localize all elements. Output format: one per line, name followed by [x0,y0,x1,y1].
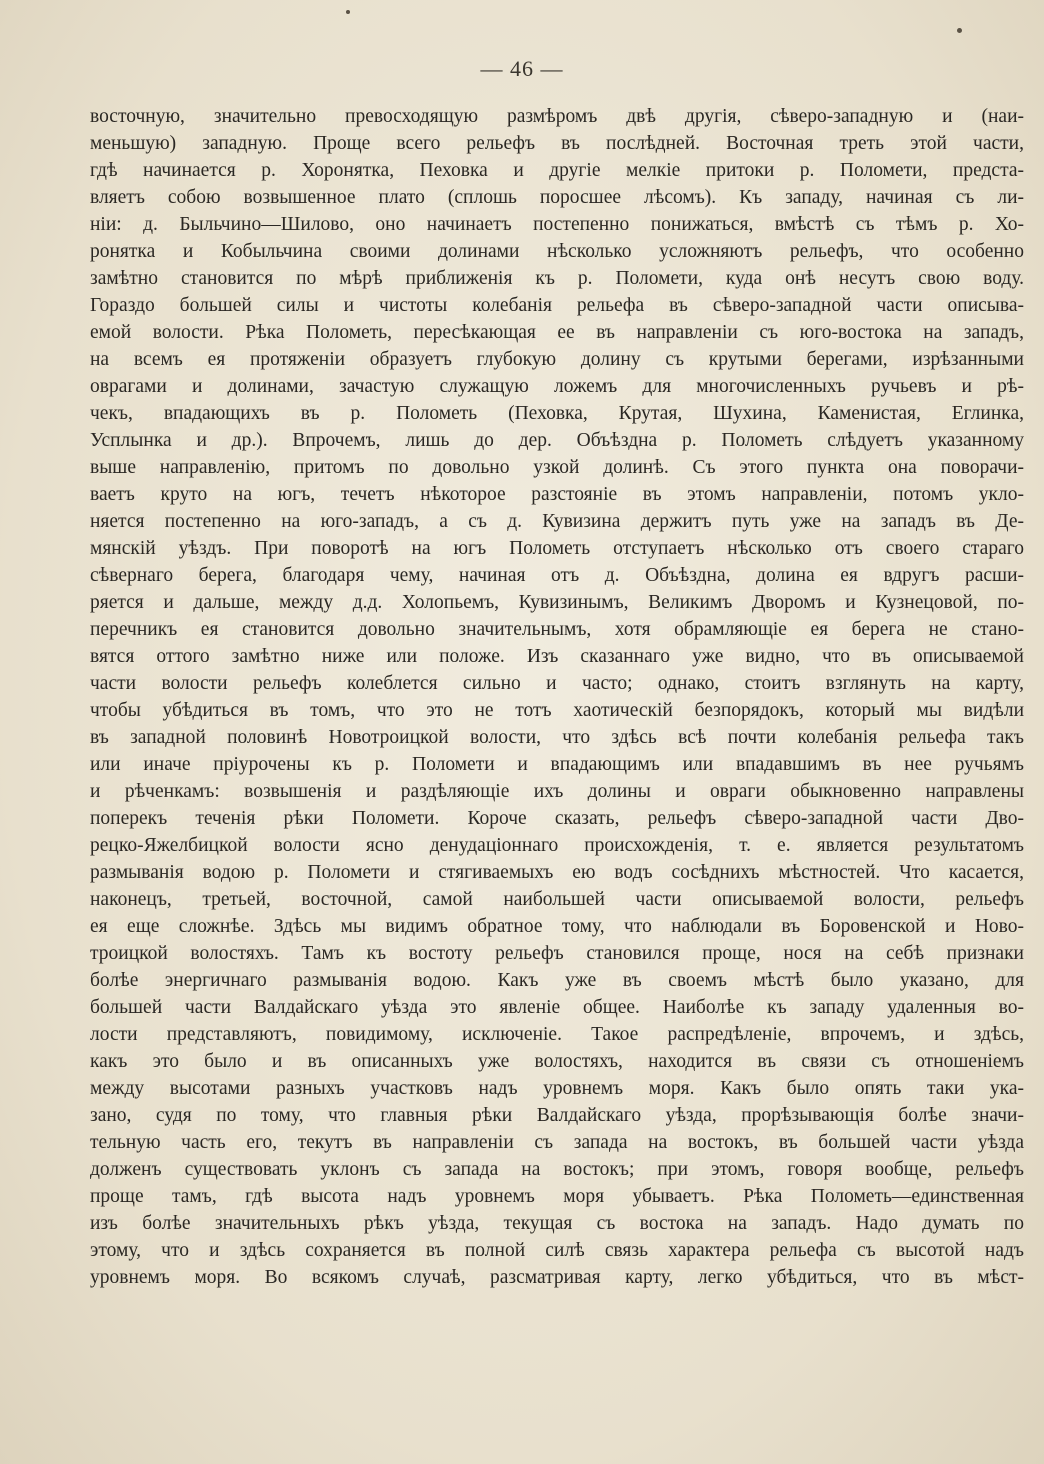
text-line: выше направленію, притомъ по довольно узкой долинѣ. Съ этого пункта она поворачи- [90,457,1024,478]
ink-speck [957,28,962,33]
page-number: — 46 — [480,56,564,81]
body-text [90,103,1024,1291]
text-line: ніи: д. Быльчино—Шилово, оно начинаетъ постепенно понижаться, вмѣстѣ съ тѣмъ р. Хо- [90,214,1024,235]
text-line: и рѣченкамъ: возвышенія и раздѣляющіе ихъ долины и овраги обыкновенно направлены [90,781,1024,802]
text-line: ронятка и Кобыльчина своими долинами нѣсколько усложняютъ рельефъ, что особенно [90,241,1024,262]
text-line: уровнемъ моря. Во всякомъ случаѣ, разсматривая карту, легко убѣдиться, что въ мѣст- [90,1267,1024,1288]
text-line: ряется и дальше, между д.д. Холопьемъ, Кувизинымъ, Великимъ Дворомъ и Кузнецовой, по- [90,592,1024,613]
text-line: емой волости. Рѣка Полометь, пересѣкающая ее въ направленіи съ юго-востока на западъ, [90,322,1024,343]
text-line: или иначе пріурочены къ р. Поломети и впадающимъ или впадавшимъ въ нее ручьямъ [90,754,1024,775]
text-line: восточную, значительно превосходящую размѣромъ двѣ другія, сѣверо-западную и (наи- [90,106,1024,127]
text-line: вляетъ собою возвышенное плато (сплошь поросшее лѣсомъ). Къ западу, начиная съ ли- [90,187,1024,208]
text-line: Гораздо большей силы и чистоты колебанія рельефа въ сѣверо-западной части описыва- [90,295,1024,316]
text-line: сѣвернаго берега, благодаря чему, начиная отъ д. Объѣздна, долина ея вдругъ расши- [90,565,1024,586]
text-line: чекъ, впадающихъ въ р. Полометь (Пеховка, Крутая, Шухина, Каменистая, Еглинка, [90,403,1024,424]
text-line: между высотами разныхъ участковъ надъ уровнемъ моря. Какъ было опять таки ука- [90,1078,1024,1099]
text-line: гдѣ начинается р. Хоронятка, Пеховка и другіе мелкіе притоки р. Поломети, предста- [90,160,1024,181]
text-line: замѣтно становится по мѣрѣ приближенія къ р. Поломети, куда онѣ несутъ свою воду. [90,268,1024,289]
text-line: няется постепенно на юго-западъ, а съ д. Кувизина держитъ путь уже на западъ въ Де- [90,511,1024,532]
text-line: размыванія водою р. Поломети и стягиваемыхъ ею водъ сосѣднихъ мѣстностей. Что касается, [90,862,1024,883]
text-line: какъ это было и въ описанныхъ уже волостяхъ, находится въ связи съ отношеніемъ [90,1051,1024,1072]
text-line: поперекъ теченія рѣки Поломети. Короче сказать, рельефъ сѣверо-западной части Дво- [90,808,1024,829]
text-line: части волости рельефъ колеблется сильно и часто; однако, стоитъ взглянуть на карту, [90,673,1024,694]
text-line: вятся оттого замѣтно ниже или положе. Изъ сказаннаго уже видно, что въ описываемой [90,646,1024,667]
text-line: наконецъ, третьей, восточной, самой наибольшей части описываемой волости, рельефъ [90,889,1024,910]
text-line: оврагами и долинами, зачастую служащую ложемъ для многочисленныхъ ручьевъ и рѣ- [90,376,1024,397]
text-line: долженъ существовать уклонъ съ запада на востокъ; при этомъ, говоря вообще, рельефъ [90,1159,1024,1180]
text-line: рецко-Яжелбицкой волости ясно денудаціоннаго происхожденія, т. е. является результатомъ [90,835,1024,856]
text-line: тельную часть его, текутъ въ направленіи съ запада на востокъ, въ большей части уѣзда [90,1132,1024,1153]
text-line: троицкой волостяхъ. Тамъ къ востоту рельефъ становился проще, нося на себѣ признаки [90,943,1024,964]
text-line: меньшую) западную. Проще всего рельефъ въ послѣдней. Восточная треть этой части, [90,133,1024,154]
text-line: болѣе энергичнаго размыванія водою. Какъ уже въ своемъ мѣстѣ было указано, для [90,970,1024,991]
text-line: изъ болѣе значительныхъ рѣкъ уѣзда, текущая съ востока на западъ. Надо думать по [90,1213,1024,1234]
text-line: этому, что и здѣсь сохраняется въ полной силѣ связь характера рельефа съ высотой надъ [90,1240,1024,1261]
text-line: проще тамъ, гдѣ высота надъ уровнемъ моря убываетъ. Рѣка Полометь—единственная [90,1186,1024,1207]
text-line: ваетъ круто на югъ, течетъ нѣкоторое разстояніе въ этомъ направленіи, потомъ укло- [90,484,1024,505]
ink-speck [346,10,350,14]
text-line: мянскій уѣздъ. При поворотѣ на югъ Полометь отступаетъ нѣсколько отъ своего стараго [90,538,1024,559]
text-line: зано, судя по тому, что главныя рѣки Валдайскаго уѣзда, прорѣзывающія болѣе значи- [90,1105,1024,1126]
text-line: чтобы убѣдиться въ томъ, что это не тотъ хаотическій безпорядокъ, который мы видѣли [90,700,1024,721]
text-line: Усплынка и др.). Впрочемъ, лишь до дер. Объѣздна р. Полометь слѣдуетъ указанному [90,430,1024,451]
text-line: перечникъ ея становится довольно значительнымъ, хотя обрамляющіе ея берега не стано- [90,619,1024,640]
text-line: большей части Валдайскаго уѣзда это явленіе общее. Наиболѣе къ западу удаленныя во- [90,997,1024,1018]
text-line: на всемъ ея протяженіи образуетъ глубокую долину съ крутыми берегами, изрѣзанными [90,349,1024,370]
text-line: ея еще сложнѣе. Здѣсь мы видимъ обратное тому, что наблюдали въ Боровенской и Ново- [90,916,1024,937]
text-line: въ западной половинѣ Новотроицкой волости, что здѣсь всѣ почти колебанія рельефа такъ [90,727,1024,748]
text-line: лости представляютъ, повидимому, исключеніе. Такое распредѣленіе, впрочемъ, и здѣсь, [90,1024,1024,1045]
